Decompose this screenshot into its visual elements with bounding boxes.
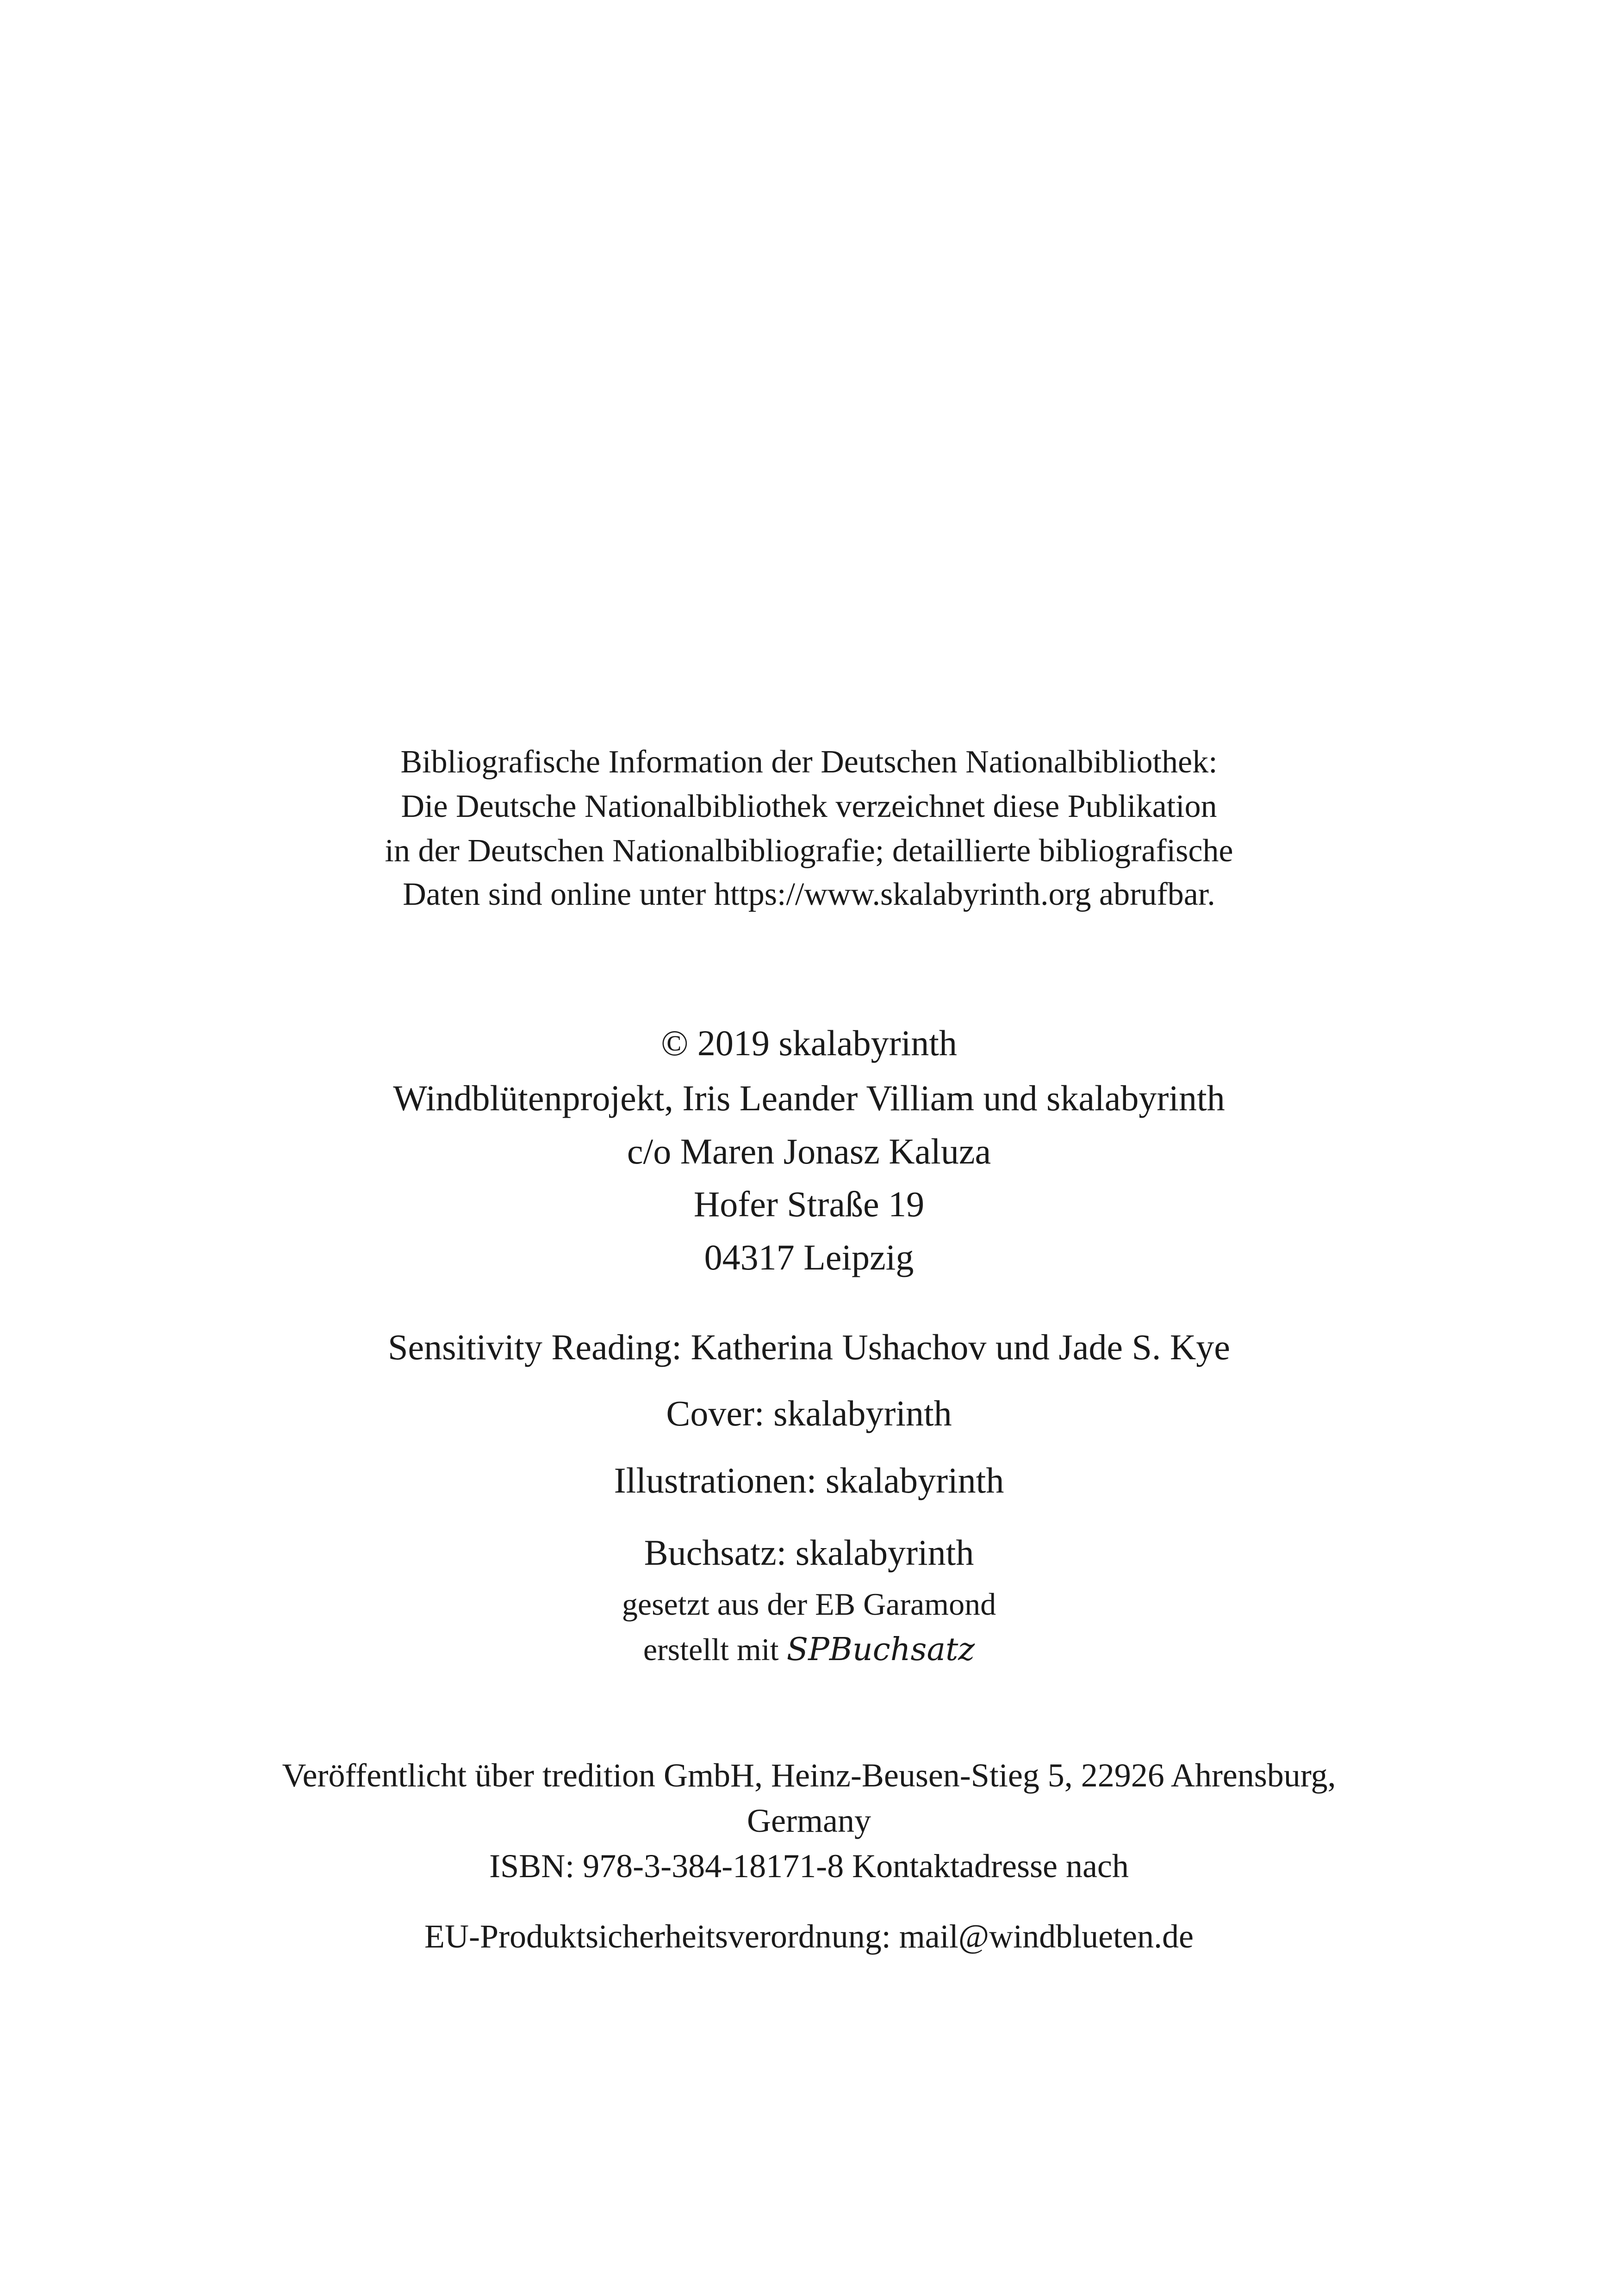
bibliographic-line-3: in der Deutschen Nationalbibliografie; detaillierte bibliografische [385, 833, 1233, 869]
bibliographic-line-4: Daten sind online unter https://www.skalabyrinth.org abrufbar. [403, 877, 1215, 912]
publication-contact: EU-Produktsicherheitsverordnung: mail@windblueten.de [424, 1918, 1194, 1955]
publication-isbn: ISBN: 978-3-384-18171-8 Kontaktadresse nach [489, 1848, 1129, 1885]
publication-line-1: Veröffentlicht über tredition GmbH, Heinz-Beusen-Stieg 5, 22926 Ahrensburg, [282, 1757, 1336, 1794]
credit-cover: Cover: skalabyrinth [666, 1393, 952, 1433]
address-care-of: c/o Maren Jonasz Kaluza [627, 1131, 991, 1171]
credit-created-with [0, 1631, 1618, 1668]
copyright-holders: Windblütenprojekt, Iris Leander Villiam und skalabyrinth [393, 1078, 1225, 1118]
created-with-prefix: erstellt mit [643, 1632, 779, 1667]
address-street: Hofer Straße 19 [693, 1184, 925, 1224]
address-city: 04317 Leipzig [704, 1237, 914, 1277]
publication-line-2: Germany [747, 1802, 871, 1839]
copyright-line: © 2019 skalabyrinth [661, 1023, 957, 1063]
credit-illustrations: Illustrationen: skalabyrinth [614, 1460, 1004, 1500]
credit-font-note: gesetzt aus der EB Garamond [622, 1587, 996, 1622]
credit-sensitivity-reading: Sensitivity Reading: Katherina Ushachov und Jade S. Kye [388, 1327, 1230, 1367]
created-with-tool: SPBuchsatz [786, 1631, 975, 1668]
credit-typesetting: Buchsatz: skalabyrinth [644, 1532, 974, 1573]
bibliographic-line-2: Die Deutsche Nationalbibliothek verzeichnet diese Publikation [401, 789, 1217, 824]
bibliographic-line-1: Bibliografische Information der Deutschen Nationalbibliothek: [400, 744, 1218, 780]
